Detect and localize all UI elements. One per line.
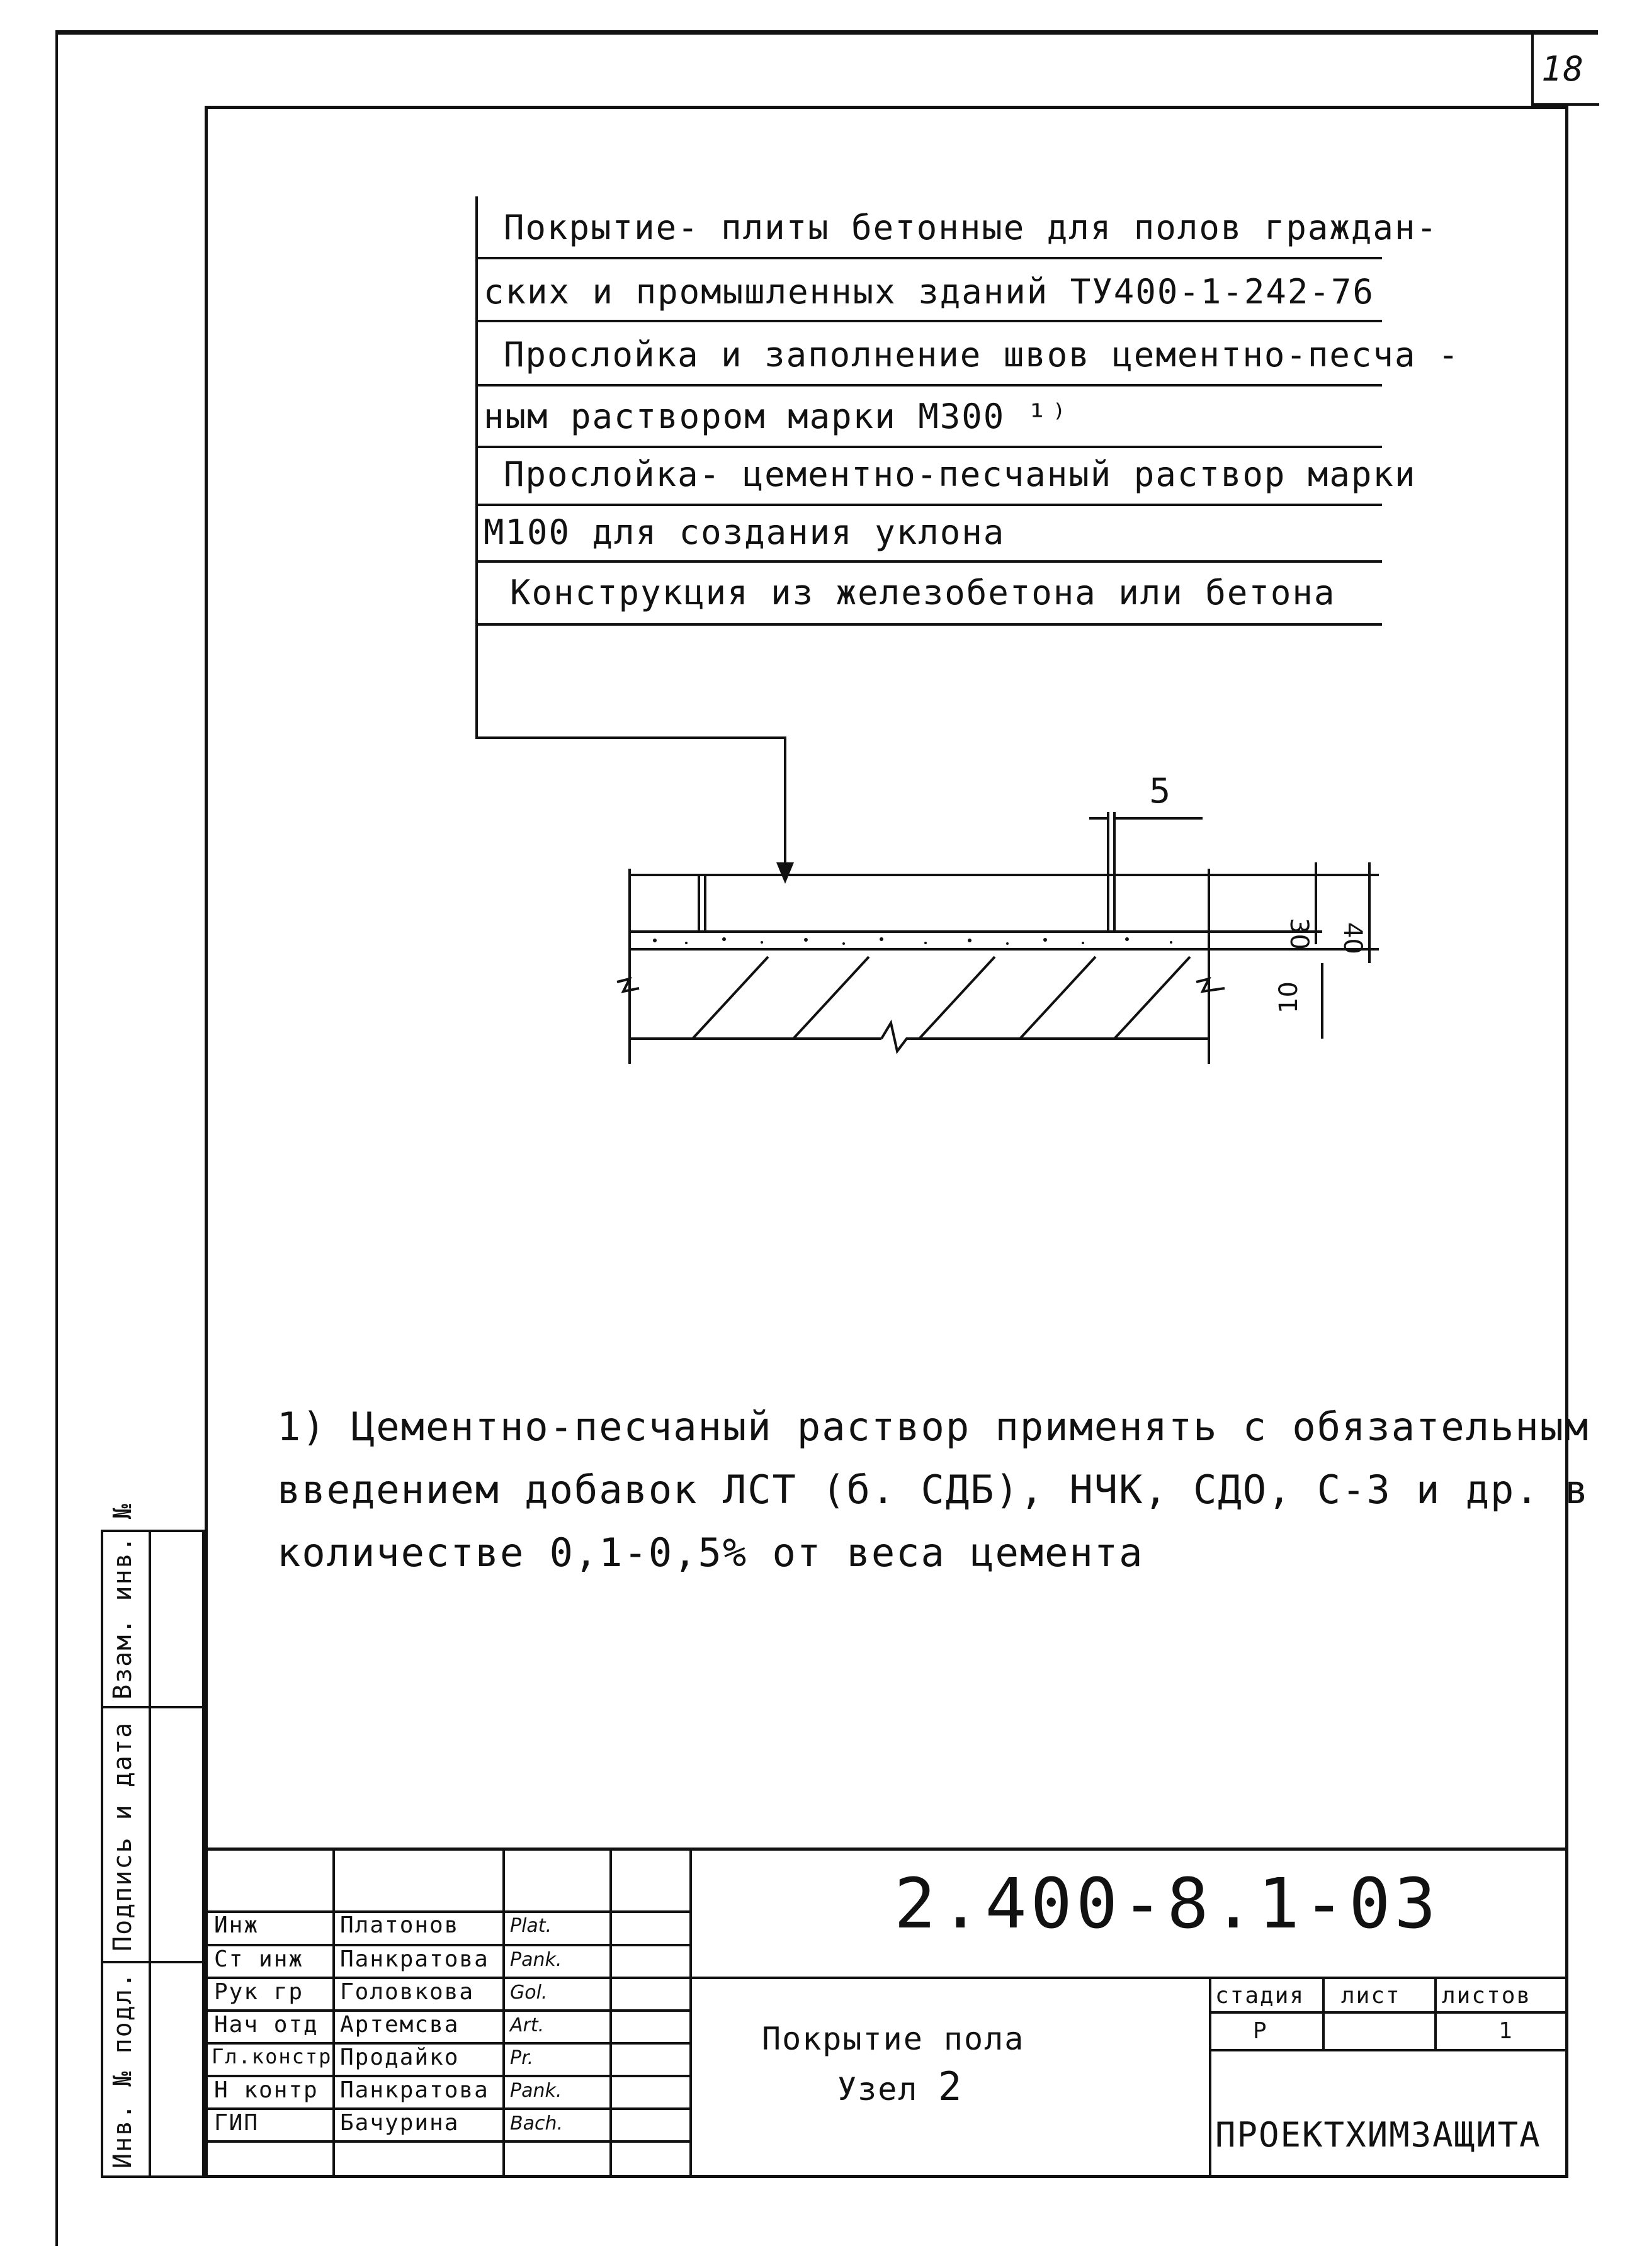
total-dimension: 40 (1338, 922, 1367, 954)
layer-underline (475, 623, 1382, 626)
side-strip-label-replacement: Взам. инв. № (108, 1503, 137, 1700)
layer-underline (475, 504, 1382, 506)
note-line-3: количестве 0,1-0,5% от веса цемента (277, 1530, 1144, 1576)
layer-underline (475, 384, 1382, 386)
callout-leader (475, 196, 478, 738)
tb-row-line (205, 2140, 689, 2143)
staff-name: Панкратова (340, 2077, 489, 2103)
page-number: 18 (1541, 49, 1585, 89)
tb-col-line (689, 1848, 692, 2178)
layer-underline (475, 560, 1382, 563)
staff-role: Ст инж (214, 1946, 304, 1972)
layer-underline (475, 446, 1382, 448)
staff-signature: Gol. (510, 1982, 548, 2004)
document-title-line-1: Покрытие пола (762, 2021, 1025, 2057)
staff-name: Артемсва (340, 2012, 460, 2038)
node-number: 2 (938, 2063, 963, 2109)
organization-name: ПРОЕКТХИМЗАЩИТА (1215, 2115, 1541, 2155)
side-strip-label-signature: Подпись и дата (108, 1721, 137, 1951)
layer-underline (475, 320, 1382, 322)
staff-role: Н контр (214, 2077, 319, 2103)
tb-col-line (609, 1848, 612, 2178)
layer-3-line-2: М100 для создания уклона (484, 512, 1005, 552)
staff-role: Нач отд (214, 2012, 319, 2038)
sheets-value: 1 (1498, 2018, 1514, 2044)
tb-row-line (1209, 2049, 1568, 2051)
staff-signature: Pank. (510, 1949, 562, 1971)
staff-signature: Art. (510, 2014, 545, 2036)
stage-value: Р (1253, 2018, 1268, 2044)
tb-col-line (502, 1848, 505, 2178)
staff-name: Продайко (340, 2045, 460, 2070)
callout-leader-horizontal (475, 736, 786, 739)
tb-col-line (332, 1848, 335, 2178)
staff-signature: Bach. (510, 2113, 564, 2135)
stage-label: стадия (1215, 1983, 1305, 2009)
layer-2-line-1: Прослойка и заполнение швов цементно-песча - (504, 335, 1460, 375)
side-strip-divider (101, 1706, 205, 1708)
sheets-label: листов (1442, 1983, 1532, 2009)
note-line-2: введением добавок ЛСТ (б. СДБ), НЧК, СДО, С-3 и др. в (277, 1467, 1590, 1513)
staff-signature: Pank. (510, 2080, 562, 2102)
side-strip-divider (101, 1961, 205, 1963)
layer-3-line-1: Прослойка- цементно-песчаный раствор марки (504, 454, 1417, 494)
tb-row-line (1209, 2011, 1568, 2014)
layer-underline (475, 257, 1382, 259)
staff-name: Платонов (340, 1912, 460, 1938)
staff-name: Бачурина (340, 2110, 460, 2136)
layer-4-line-1: Конструкция из железобетона или бетона (510, 573, 1336, 612)
document-number: 2.400-8.1-03 (894, 1863, 1440, 1944)
staff-role: Рук гр (214, 1979, 304, 2005)
staff-signature: Plat. (510, 1915, 552, 1937)
layer-1-line-2: ских и промышленных зданий ТУ400-1-242-76 (484, 272, 1374, 312)
note-line-1: 1) Цементно-песчаный раствор применять с обязательным (277, 1404, 1590, 1450)
layer-1-line-1: Покрытие- плиты бетонные для полов граждан- (504, 208, 1438, 247)
sheet-top-edge (55, 30, 1598, 35)
staff-name: Головкова (340, 1979, 475, 2005)
layer-2-line-2: ным раствором марки М300 ¹⁾ (484, 397, 1070, 436)
staff-role: ГИП (214, 2110, 259, 2136)
staff-signature: Pr. (510, 2047, 534, 2069)
sheet-left-edge (55, 30, 58, 2246)
staff-name: Панкратова (340, 1946, 489, 1972)
tb-col-line (1209, 1977, 1211, 2178)
joint-dimension: 5 (1149, 774, 1171, 811)
sheet-label: лист (1341, 1983, 1401, 2009)
slab-dimension: 30 (1284, 918, 1313, 950)
floor-section-drawing (604, 774, 1410, 1102)
bed-dimension: 10 (1274, 981, 1303, 1013)
staff-role: Гл.констр (212, 2045, 332, 2068)
side-strip-label-inventory: Инв. № подл. (108, 1972, 137, 2169)
document-title-line-2: Узел (837, 2071, 919, 2107)
staff-role: Инж (214, 1912, 259, 1938)
